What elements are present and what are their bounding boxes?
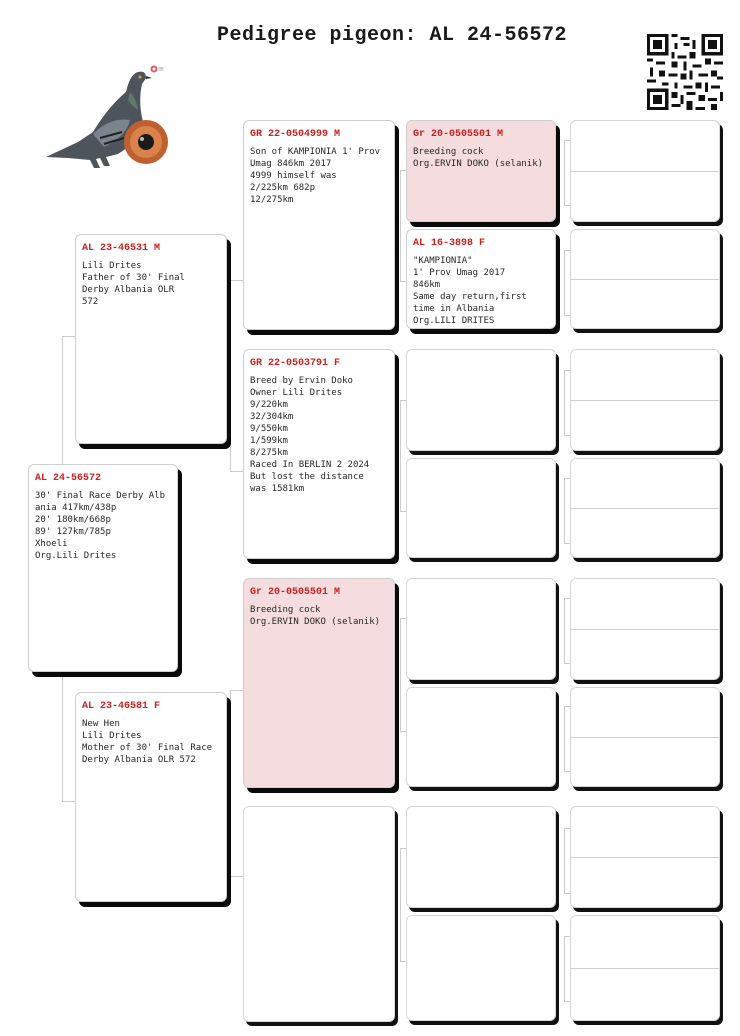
- grandsire-paternal-card: [243, 120, 395, 330]
- dam-line: Derby Albania OLR 572: [82, 755, 196, 765]
- grandparent-ring: GR 22-0504999 M: [250, 129, 341, 140]
- empty-pedigree-card: [570, 349, 720, 451]
- subject-line: 30' Final Race Derby Alb: [35, 491, 166, 501]
- empty-pedigree-card: [570, 578, 720, 680]
- great-granddam-card: [406, 229, 556, 329]
- pigeon-photo: [38, 62, 188, 172]
- sire-ring: AL 23-46531 M: [82, 243, 161, 254]
- great-grandparent-line: time in Albania: [413, 304, 495, 314]
- great-grandsire-card: [406, 120, 556, 222]
- sire-line: Derby Albania OLR: [82, 285, 175, 295]
- empty-pedigree-card: [406, 349, 556, 451]
- granddam-paternal-card: [243, 349, 395, 559]
- grandparent-line: Breeding cock: [250, 605, 321, 615]
- connector-line: [230, 690, 244, 877]
- empty-pedigree-card: [570, 229, 720, 329]
- grandparent-ring: GR 22-0503791 F: [250, 358, 341, 369]
- grandparent-line: 4999 himself was: [250, 171, 337, 181]
- empty-pedigree-card: [406, 806, 556, 908]
- empty-pedigree-card: [406, 687, 556, 787]
- grandparent-line: Breed by Ervin Doko: [250, 376, 353, 386]
- grandparent-line: Org.ERVIN DOKO (selanik): [250, 617, 381, 627]
- empty-pedigree-card: [406, 578, 556, 680]
- subject-card: [28, 464, 178, 672]
- empty-pedigree-card: [570, 806, 720, 908]
- empty-pedigree-card: [570, 687, 720, 787]
- great-grandparent-ring: Gr 20-0505501 M: [413, 129, 504, 140]
- empty-pedigree-card: [570, 120, 720, 222]
- qr-code-icon: [647, 34, 723, 110]
- page-title: Pedigree pigeon: AL 24-56572: [216, 24, 568, 47]
- subject-ring: AL 24-56572: [35, 473, 102, 484]
- dam-line: Lili Drites: [82, 731, 142, 741]
- grandparent-line: 9/550km: [250, 424, 288, 434]
- subject-line: 89' 127km/785p: [35, 527, 111, 537]
- great-grandparent-line: 1' Prov Umag 2017: [413, 268, 506, 278]
- subject-line: Org.Lili Drites: [35, 551, 117, 561]
- grandparent-line: Son of KAMPIONIA 1' Prov: [250, 147, 381, 157]
- dam-card: [75, 692, 227, 902]
- grandparent-ring: Gr 20-0505501 M: [250, 587, 341, 598]
- grandparent-line: 8/275km: [250, 448, 288, 458]
- subject-line: ania 417km/438p: [35, 503, 117, 513]
- logo-icon: [150, 64, 164, 74]
- empty-pedigree-card: [570, 915, 720, 1021]
- sire-card: [75, 234, 227, 444]
- empty-pedigree-card: [406, 458, 556, 558]
- empty-pedigree-card: [406, 915, 556, 1021]
- grandparent-line: 2/225km 682p: [250, 183, 316, 193]
- great-grandparent-line: "KAMPIONIA": [413, 256, 473, 266]
- sire-line: Father of 30' Final: [82, 273, 185, 283]
- great-grandparent-line: Org.LILI DRITES: [413, 316, 495, 326]
- empty-pedigree-card: [570, 458, 720, 558]
- sire-line: 572: [82, 297, 99, 307]
- grandparent-line: But lost the distance: [250, 472, 364, 482]
- granddam-maternal-card: [243, 806, 395, 1022]
- grandparent-line: Umag 846km 2017: [250, 159, 332, 169]
- connector-line: [230, 280, 244, 472]
- grandparent-line: Owner Lili Drites: [250, 388, 343, 398]
- grandparent-line: 12/275km: [250, 195, 294, 205]
- subject-line: Xhoeli: [35, 539, 68, 549]
- grandparent-line: was 1581km: [250, 484, 305, 494]
- great-grandparent-line: Same day return,first: [413, 292, 527, 302]
- great-grandparent-line: Org.ERVIN DOKO (selanik): [413, 159, 544, 169]
- great-grandparent-ring: AL 16-3898 F: [413, 238, 486, 249]
- dam-ring: AL 23-46581 F: [82, 701, 161, 712]
- grandsire-maternal-card: [243, 578, 395, 788]
- great-grandparent-line: 846km: [413, 280, 441, 290]
- grandparent-line: 9/220km: [250, 400, 288, 410]
- dam-line: Mother of 30' Final Race: [82, 743, 213, 753]
- grandparent-line: 32/304km: [250, 412, 294, 422]
- grandparent-line: 1/599km: [250, 436, 288, 446]
- sire-line: Lili Drites: [82, 261, 142, 271]
- subject-line: 20' 180km/668p: [35, 515, 111, 525]
- grandparent-line: Raced In BERLIN 2 2024: [250, 460, 370, 470]
- great-grandparent-line: Breeding cock: [413, 147, 484, 157]
- dam-line: New Hen: [82, 719, 120, 729]
